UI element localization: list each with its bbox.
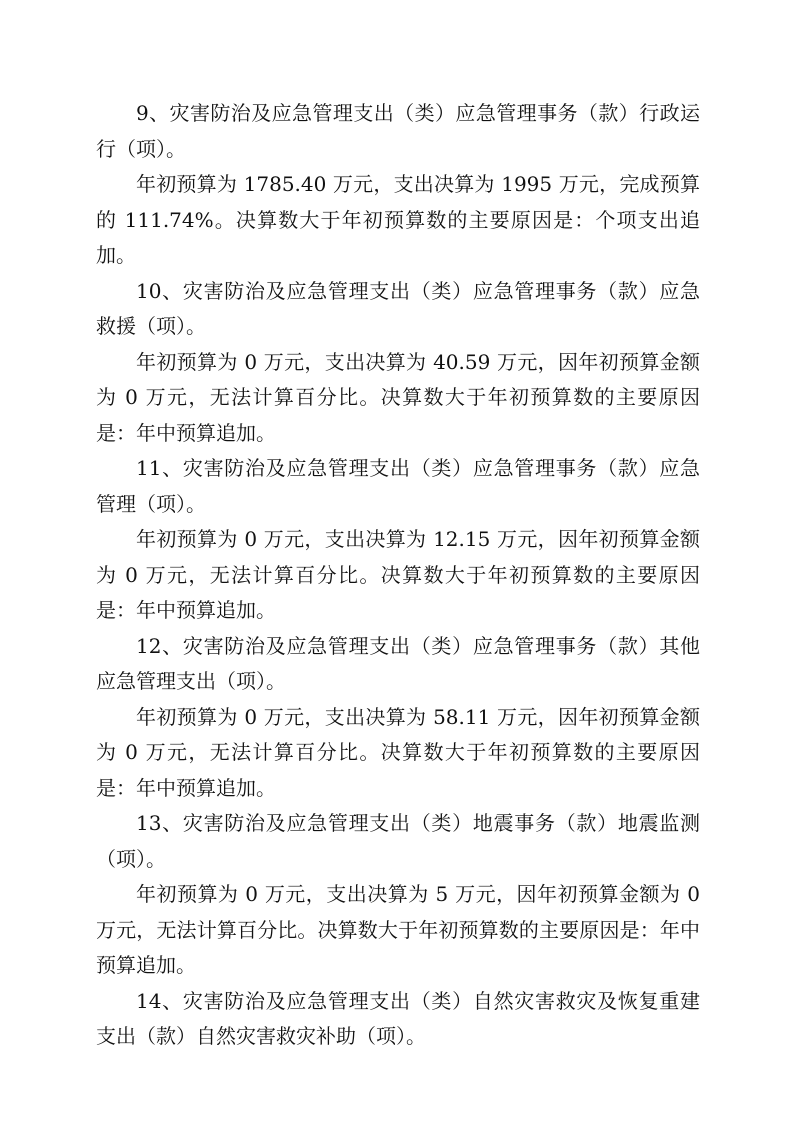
document-body — [96, 96, 700, 1055]
item-10-heading: 10、灾害防治及应急管理支出（类）应急管理事务（款）应急救援（项）。 — [96, 278, 700, 338]
item-13-heading: 13、灾害防治及应急管理支出（类）地震事务（款）地震监测（项）。 — [96, 811, 700, 871]
item-12-detail: 年初预算为 0 万元，支出决算为 58.11 万元，因年初预算金额为 0 万元，无法计算百分比。决算数大于年初预算数的主要原因是：年中预算追加。 — [96, 704, 700, 800]
item-13-detail: 年初预算为 0 万元，支出决算为 5 万元，因年初预算金额为 0 万元，无法计算百分比。决算数大于年初预算数的主要原因是：年中预算追加。 — [96, 882, 700, 977]
item-10-detail: 年初预算为 0 万元，支出决算为 40.59 万元，因年初预算金额为 0 万元，无法计算百分比。决算数大于年初预算数的主要原因是：年中预算追加。 — [96, 349, 700, 445]
item-14-heading: 14、灾害防治及应急管理支出（类）自然灾害救灾及恢复重建支出（款）自然灾害救灾补助（项）。 — [96, 988, 700, 1048]
item-11-heading: 11、灾害防治及应急管理支出（类）应急管理事务（款）应急管理（项）。 — [96, 456, 700, 516]
item-12-heading: 12、灾害防治及应急管理支出（类）应急管理事务（款）其他应急管理支出（项）。 — [96, 633, 700, 693]
item-11-detail: 年初预算为 0 万元，支出决算为 12.15 万元，因年初预算金额为 0 万元，无法计算百分比。决算数大于年初预算数的主要原因是：年中预算追加。 — [96, 527, 700, 622]
item-9-detail: 年初预算为 1785.40 万元，支出决算为 1995 万元，完成预算的 111.74%。决算数大于年初预算数的主要原因是：个项支出追加。 — [96, 172, 700, 267]
item-9-heading: 9、灾害防治及应急管理支出（类）应急管理事务（款）行政运行（项）。 — [96, 101, 700, 161]
